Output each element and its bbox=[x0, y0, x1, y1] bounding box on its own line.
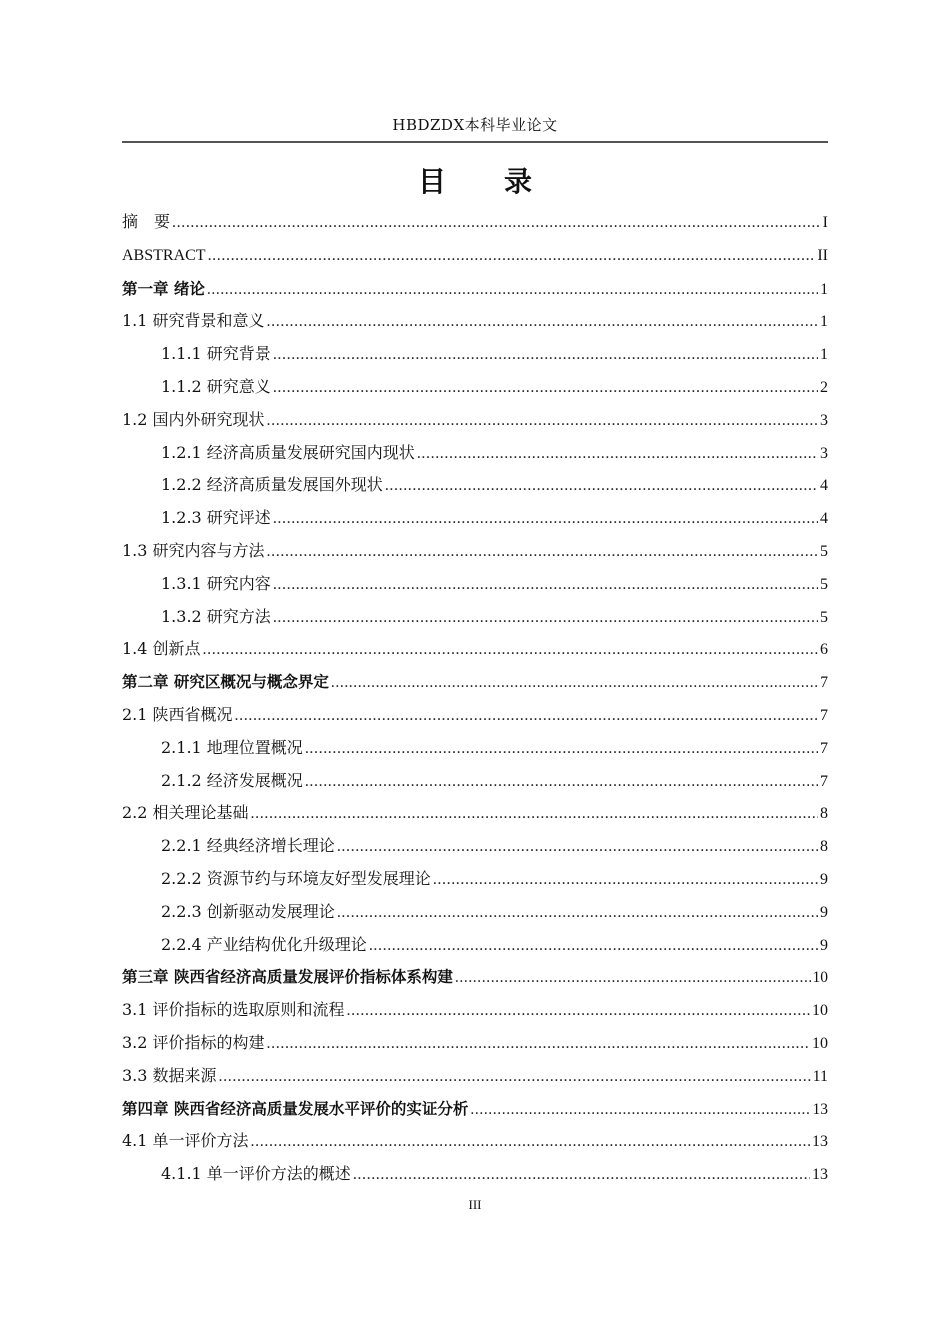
toc-entry[interactable] bbox=[122, 338, 828, 371]
toc-list bbox=[122, 207, 828, 1191]
dot-leader bbox=[203, 634, 818, 667]
toc-entry-page: 1 bbox=[820, 280, 828, 298]
dot-leader bbox=[251, 798, 818, 831]
toc-entry[interactable] bbox=[122, 633, 828, 666]
toc-entry-title: 3.3 数据来源 bbox=[122, 1065, 217, 1085]
dot-leader bbox=[273, 503, 818, 536]
dot-leader bbox=[273, 602, 818, 635]
toc-entry[interactable] bbox=[122, 699, 828, 732]
toc-entry-title: 1.2.2 经济高质量发展国外现状 bbox=[161, 475, 383, 495]
toc-title bbox=[122, 160, 828, 200]
toc-entry[interactable] bbox=[122, 1027, 828, 1060]
toc-entry-title: 3.2 评价指标的构建 bbox=[122, 1032, 265, 1052]
toc-entry-title: 第四章 陕西省经济高质量发展水平评价的实证分析 bbox=[122, 1099, 469, 1118]
toc-entry-page: 10 bbox=[812, 969, 828, 987]
toc-entry-page: 3 bbox=[820, 444, 828, 462]
toc-entry[interactable] bbox=[122, 994, 828, 1027]
page-number: III bbox=[468, 1197, 482, 1212]
toc-entry-page: 7 bbox=[820, 772, 828, 790]
toc-entry-page: 10 bbox=[812, 1002, 828, 1020]
toc-title-char-2: 录 bbox=[504, 165, 533, 198]
toc-entry-page: 3 bbox=[820, 411, 828, 429]
toc-entry[interactable] bbox=[122, 469, 828, 502]
dot-leader bbox=[208, 240, 816, 273]
toc-entry[interactable] bbox=[122, 765, 828, 798]
toc-entry[interactable] bbox=[122, 437, 828, 470]
header-rule bbox=[122, 141, 828, 143]
toc-entry[interactable] bbox=[122, 896, 828, 929]
toc-entry-page: II bbox=[817, 246, 828, 264]
toc-entry-title: 第三章 陕西省经济高质量发展评价指标体系构建 bbox=[122, 968, 453, 987]
toc-entry[interactable] bbox=[122, 371, 828, 404]
dot-leader bbox=[455, 962, 811, 995]
toc-entry-page: 13 bbox=[812, 1133, 828, 1151]
toc-entry-page: 9 bbox=[820, 903, 828, 921]
toc-entry[interactable] bbox=[122, 535, 828, 568]
dot-leader bbox=[305, 766, 818, 799]
toc-entry-page: 10 bbox=[812, 1034, 828, 1052]
toc-entry-title: 1.2.3 研究评述 bbox=[161, 508, 271, 528]
toc-entry-title: 1.3.1 研究内容 bbox=[161, 573, 271, 593]
page-header: HBDZDX本科毕业论文 bbox=[392, 116, 558, 134]
dot-leader bbox=[273, 569, 818, 602]
dot-leader bbox=[273, 372, 818, 405]
dot-leader bbox=[470, 1094, 810, 1127]
toc-entry-title: 1.3.2 研究方法 bbox=[161, 606, 271, 626]
toc-entry-title: 2.2.4 产业结构优化升级理论 bbox=[161, 934, 367, 954]
toc-entry-title: 2.2.1 经典经济增长理论 bbox=[161, 836, 335, 856]
dot-leader bbox=[267, 536, 818, 569]
toc-entry[interactable] bbox=[122, 601, 828, 634]
toc-entry-title: 4.1 单一评价方法 bbox=[122, 1131, 249, 1151]
toc-entry-page: 5 bbox=[820, 542, 828, 560]
toc-entry-title: 1.1 研究背景和意义 bbox=[122, 311, 265, 331]
dot-leader bbox=[305, 733, 818, 766]
toc-entry-page: 6 bbox=[820, 641, 828, 659]
toc-entry-title: ABSTRACT bbox=[122, 246, 206, 264]
dot-leader bbox=[172, 207, 821, 240]
dot-leader bbox=[337, 897, 818, 930]
toc-entry-page: 8 bbox=[820, 838, 828, 856]
toc-entry[interactable] bbox=[122, 1125, 828, 1158]
toc-entry-page: 8 bbox=[820, 805, 828, 823]
toc-entry-page: 7 bbox=[820, 706, 828, 724]
toc-entry[interactable] bbox=[122, 273, 828, 306]
toc-entry[interactable] bbox=[122, 404, 828, 437]
toc-entry-title: 1.3 研究内容与方法 bbox=[122, 540, 265, 560]
toc-entry-page: 13 bbox=[812, 1166, 828, 1184]
toc-entry-page: 4 bbox=[820, 510, 828, 528]
toc-entry-page: 13 bbox=[812, 1100, 828, 1118]
toc-entry[interactable] bbox=[122, 568, 828, 601]
dot-leader bbox=[251, 1126, 810, 1159]
dot-leader bbox=[353, 1159, 810, 1192]
toc-entry-title: 2.1 陕西省概况 bbox=[122, 704, 233, 724]
toc-entry-page: 9 bbox=[820, 936, 828, 954]
toc-entry-page: 9 bbox=[820, 870, 828, 888]
toc-entry-title: 2.2.2 资源节约与环境友好型发展理论 bbox=[161, 868, 431, 888]
dot-leader bbox=[417, 438, 818, 471]
toc-entry-title: 4.1.1 单一评价方法的概述 bbox=[161, 1164, 351, 1184]
toc-entry-title: 1.2.1 经济高质量发展研究国内现状 bbox=[161, 442, 415, 462]
toc-entry-title: 2.1.2 经济发展概况 bbox=[161, 770, 303, 790]
toc-entry[interactable] bbox=[122, 1093, 828, 1126]
toc-entry-page: 1 bbox=[820, 346, 828, 364]
toc-entry-page: I bbox=[822, 214, 828, 231]
dot-leader bbox=[433, 864, 818, 897]
toc-entry[interactable] bbox=[122, 305, 828, 338]
dot-leader bbox=[267, 405, 818, 438]
dot-leader bbox=[347, 995, 810, 1028]
toc-entry[interactable] bbox=[122, 863, 828, 896]
toc-entry-title: 2.2.3 创新驱动发展理论 bbox=[161, 901, 335, 921]
dot-leader bbox=[331, 667, 818, 700]
toc-entry-title: 1.1.1 研究背景 bbox=[161, 344, 271, 364]
dot-leader bbox=[267, 1028, 810, 1061]
toc-entry-page: 7 bbox=[820, 674, 828, 692]
toc-entry-page: 2 bbox=[820, 378, 828, 396]
toc-entry[interactable] bbox=[122, 797, 828, 830]
toc-entry[interactable] bbox=[122, 1158, 828, 1191]
toc-entry-page: 4 bbox=[820, 477, 828, 495]
dot-leader bbox=[207, 274, 818, 307]
toc-entry-title: 1.4 创新点 bbox=[122, 639, 201, 659]
toc-entry-page: 5 bbox=[820, 575, 828, 593]
dot-leader bbox=[385, 470, 818, 503]
toc-entry[interactable] bbox=[122, 502, 828, 535]
toc-entry-title: 2.1.1 地理位置概况 bbox=[161, 737, 303, 757]
dot-leader bbox=[369, 930, 818, 963]
toc-entry[interactable] bbox=[122, 1060, 828, 1093]
toc-entry[interactable] bbox=[122, 929, 828, 962]
dot-leader bbox=[235, 700, 818, 733]
dot-leader bbox=[273, 339, 818, 372]
dot-leader bbox=[219, 1061, 811, 1094]
toc-entry-title: 第二章 研究区概况与概念界定 bbox=[122, 673, 329, 692]
toc-entry-title: 第一章 绪论 bbox=[122, 279, 205, 298]
toc-entry-title: 1.2 国内外研究现状 bbox=[122, 409, 265, 429]
toc-entry[interactable] bbox=[122, 830, 828, 863]
dot-leader bbox=[337, 831, 818, 864]
toc-entry-page: 1 bbox=[820, 313, 828, 331]
dot-leader bbox=[267, 306, 818, 339]
toc-entry[interactable] bbox=[122, 240, 828, 273]
toc-entry[interactable] bbox=[122, 961, 828, 994]
toc-title-char-1: 目 bbox=[417, 165, 446, 198]
toc-entry-title: 摘 要 bbox=[122, 214, 171, 231]
toc-entry-page: 11 bbox=[812, 1067, 828, 1085]
toc-entry[interactable] bbox=[122, 207, 828, 240]
toc-entry-title: 2.2 相关理论基础 bbox=[122, 803, 249, 823]
toc-entry-page: 7 bbox=[820, 739, 828, 757]
toc-entry[interactable] bbox=[122, 732, 828, 765]
toc-entry-page: 5 bbox=[820, 608, 828, 626]
toc-entry[interactable] bbox=[122, 666, 828, 699]
toc-entry-title: 1.1.2 研究意义 bbox=[161, 376, 271, 396]
toc-entry-title: 3.1 评价指标的选取原则和流程 bbox=[122, 1000, 345, 1020]
